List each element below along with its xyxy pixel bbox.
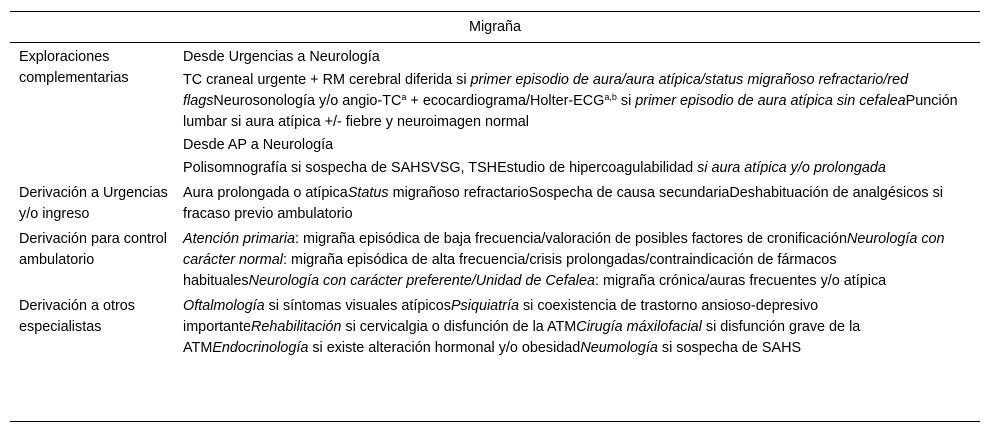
text-segment: Polisomnografía si sospecha de SAHSVSG, TSHEstudio de hipercoagulabilidad bbox=[183, 160, 698, 176]
content-paragraph bbox=[183, 183, 973, 225]
footnote-marker: a,b bbox=[604, 92, 617, 102]
text-segment: si bbox=[616, 93, 636, 109]
row-label: Derivación a Urgencias y/o ingreso bbox=[19, 185, 168, 222]
text-segment: : migraña episódica de alta frecuencia/crisis prolongadas/contraindicación de fármacos habituales bbox=[183, 252, 837, 289]
footnote-marker: a bbox=[401, 92, 407, 102]
content-paragraph bbox=[183, 296, 973, 359]
text-segment: Desde AP a Neurología bbox=[183, 137, 334, 153]
row-content bbox=[171, 47, 973, 181]
table-body bbox=[10, 47, 980, 363]
italic-text: primer episodio de aura atípica sin cefalea bbox=[635, 93, 906, 109]
text-segment: TC craneal urgente + RM cerebral diferida si bbox=[183, 72, 471, 88]
table-row bbox=[10, 229, 980, 294]
italic-text: Atención primaria bbox=[183, 231, 295, 247]
italic-text: Rehabilitación bbox=[251, 319, 342, 335]
text-segment: si coexistencia de trastorno ansioso-depresivo importante bbox=[183, 298, 819, 335]
row-label: Derivación a otros especialistas bbox=[19, 298, 135, 335]
text-segment: Desde Urgencias a Neurología bbox=[183, 49, 380, 65]
text-segment: Punción lumbar si aura atípica +/- fiebre y neuroimagen normal bbox=[183, 93, 958, 130]
table-title: Migraña bbox=[469, 19, 521, 35]
content-paragraph bbox=[183, 158, 973, 179]
table-row bbox=[10, 183, 980, 227]
content-paragraph bbox=[183, 135, 973, 156]
content-paragraph bbox=[183, 70, 973, 133]
bottom-rule bbox=[10, 421, 980, 422]
text-segment: + ecocardiograma/Holter-ECG bbox=[406, 93, 605, 109]
italic-text: Neumología bbox=[580, 340, 658, 356]
table-row bbox=[10, 47, 980, 181]
row-label: Derivación para control ambulatorio bbox=[19, 231, 167, 268]
italic-text: Endocrinología bbox=[212, 340, 309, 356]
text-segment: : migraña crónica/auras frecuentes y/o atípica bbox=[595, 273, 887, 289]
italic-text: Cirugía máxilofacial bbox=[576, 319, 702, 335]
text-segment: : migraña episódica de baja frecuencia/valoración de posibles factores de cronificación bbox=[294, 231, 847, 247]
italic-text: Neurología con carácter normal bbox=[183, 231, 945, 268]
text-segment: Aura prolongada o atípica bbox=[183, 185, 348, 201]
text-segment: si síntomas visuales atípicos bbox=[264, 298, 451, 314]
italic-text: Oftalmología bbox=[183, 298, 265, 314]
italic-text: Psiquiatría bbox=[450, 298, 519, 314]
italic-text: primer episodio de aura/aura atípica/status migrañoso refractario/red flags bbox=[183, 72, 909, 109]
text-segment: Neurosonología y/o angio-TC bbox=[213, 93, 402, 109]
row-content bbox=[171, 183, 973, 227]
row-content bbox=[171, 296, 973, 361]
italic-text: Status bbox=[347, 185, 389, 201]
table-row bbox=[10, 296, 980, 361]
row-label: Exploraciones complementarias bbox=[19, 49, 129, 86]
italic-text: si aura atípica y/o prolongada bbox=[697, 160, 886, 176]
text-segment: si disfunción grave de la ATM bbox=[183, 319, 861, 356]
header-rule bbox=[10, 42, 980, 43]
text-segment: si cervicalgia o disfunción de la ATM bbox=[341, 319, 577, 335]
text-segment: si existe alteración hormonal y/o obesidad bbox=[308, 340, 581, 356]
italic-text: Neurología con carácter preferente/Unidad de Cefalea bbox=[248, 273, 595, 289]
text-segment: si sospecha de SAHS bbox=[657, 340, 802, 356]
content-paragraph bbox=[183, 47, 973, 68]
text-segment: migrañoso refractarioSospecha de causa secundariaDeshabituación de analgésicos si fracaso previo ambulatorio bbox=[183, 185, 943, 222]
content-paragraph bbox=[183, 229, 973, 292]
row-content bbox=[171, 229, 973, 294]
